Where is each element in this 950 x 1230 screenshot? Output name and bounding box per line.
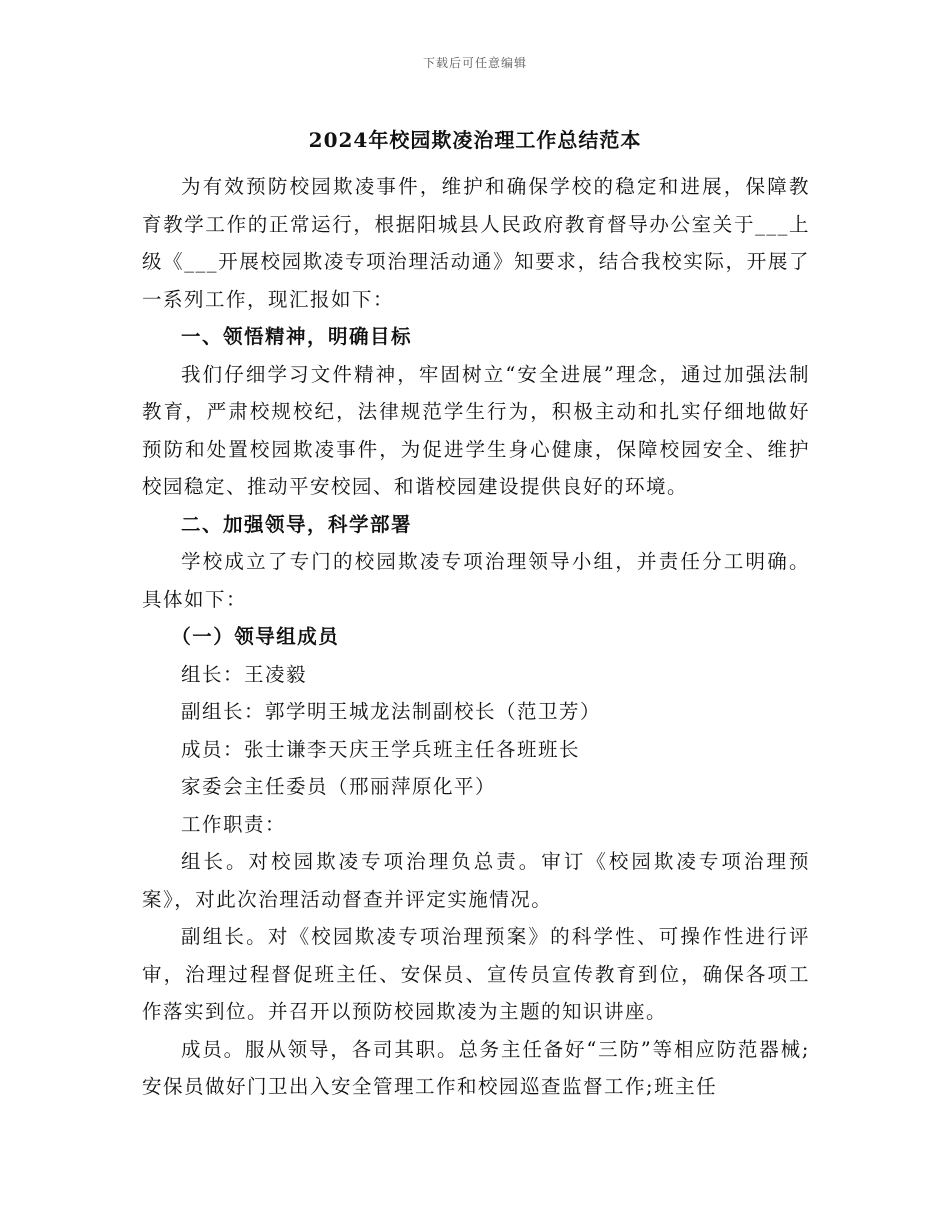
section-1-paragraph: 我们仔细学习文件精神，牢固树立“安全进展”理念，通过加强法制教育，严肃校规校纪，法律规范学生行为，积极主动和扎实仔细地做好预防和处置校园欺凌事件，为促进学生身心健康，保障校园安全、维护校园稳定、推动平安校园、和谐校园建设提供良好的环境。	[142, 362, 810, 498]
subsection-1-heading: （一）领导组成员	[171, 625, 340, 648]
header-note: 下载后可任意编辑	[422, 56, 527, 70]
parents-committee-line: 家委会主任委员（邢丽萍原化平）	[181, 775, 497, 798]
duty-vice-leader-paragraph: 副组长。对《校园欺凌专项治理预案》的科学性、可操作性进行评审，治理过程督促班主任、安保员、宣传员宣传教育到位，确保各项工作落实到位。并召开以预防校园欺凌为主题的知识讲座。	[142, 925, 810, 1023]
section-1-heading: 一、领悟精神，明确目标	[181, 325, 413, 348]
vice-leader-line: 副组长：郭学明王城龙法制副校长（范卫芳）	[181, 700, 602, 723]
document-title: 2024年校园欺凌治理工作总结范本	[308, 128, 642, 152]
duties-label: 工作职责：	[181, 812, 287, 836]
duty-leader-paragraph: 组长。对校园欺凌专项治理负总责。审订《校园欺凌专项治理预案》，对此次治理活动督查并评定实施情况。	[142, 850, 810, 911]
members-line: 成员：张士谦李天庆王学兵班主任各班班长	[181, 737, 581, 761]
duty-members-paragraph: 成员。服从领导，各司其职。总务主任备好“三防”等相应防范器械;安保员做好门卫出入安全管理工作和校园巡查监督工作;班主任	[142, 1037, 810, 1098]
document-body	[142, 168, 810, 1106]
section-2-paragraph: 学校成立了专门的校园欺凌专项治理领导小组，并责任分工明确。具体如下：	[142, 550, 810, 611]
intro-paragraph: 为有效预防校园欺凌事件，维护和确保学校的稳定和进展，保障教育教学工作的正常运行，根据阳城县人民政府教育督导办公室关于___上级《___开展校园欺凌专项治理活动通》知要求，结合我校实际，开展了一系列工作，现汇报如下：	[142, 175, 810, 311]
section-2-heading: 二、加强领导，科学部署	[181, 512, 413, 536]
leader-line: 组长：王凌毅	[181, 662, 308, 686]
